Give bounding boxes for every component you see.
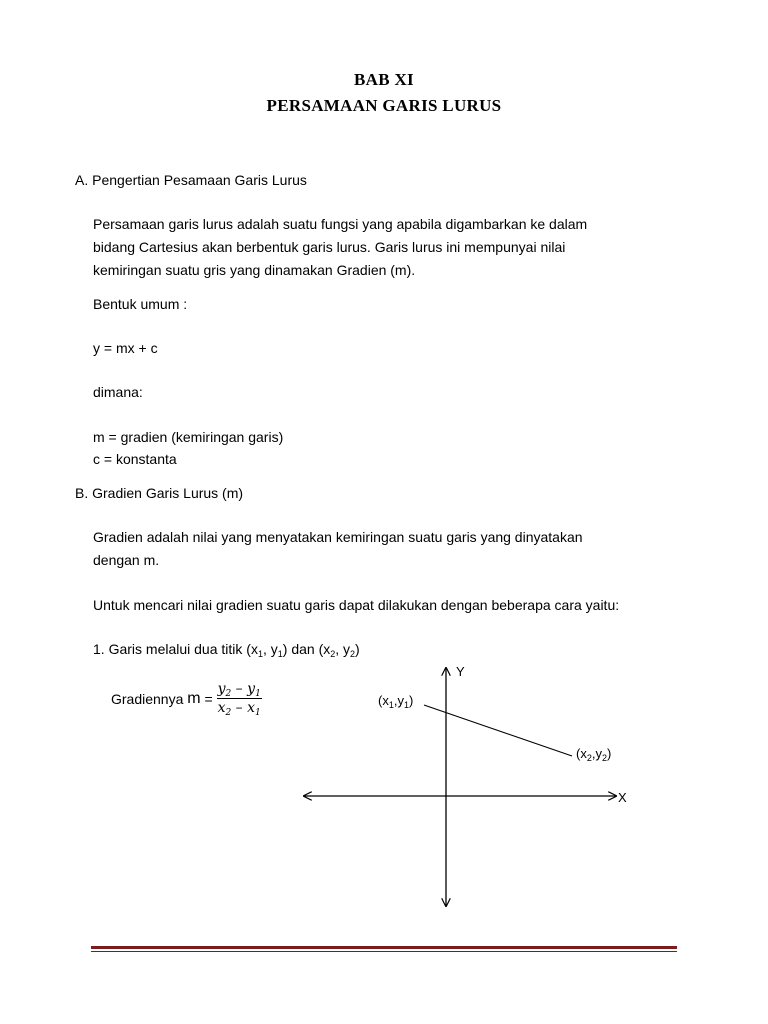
x-axis-label: X (618, 790, 627, 805)
definition-c: c = konstanta (93, 451, 177, 467)
section-b-paragraph-2: Untuk mencari nilai gradien suatu garis dapat dilakukan dengan beberapa cara yaitu: (93, 597, 620, 613)
general-formula: y = mx + c (93, 340, 158, 356)
section-a-heading: A. Pengertian Pesamaan Garis Lurus (75, 172, 307, 188)
section-b-heading: B. Gradien Garis Lurus (m) (75, 485, 244, 501)
fraction-numerator: $y_2 - y_1$ (217, 681, 261, 699)
section-a-paragraph-line-3: kemiringan suatu gris yang dinamakan Gradien (m). (93, 262, 416, 278)
method-1-item: 1. Garis melalui dua titik ($x_1$, $y_1$) dan ($x_2$, $y_2$) (93, 641, 360, 659)
fraction-denominator: $x_2 - x_1$ (217, 700, 261, 718)
page-title: PERSAMAAN GARIS LURUS (266, 96, 502, 115)
straight-line (424, 705, 572, 756)
gradient-fraction (217, 681, 262, 716)
section-a-paragraph-line-2: bidang Cartesius akan berbentuk garis lurus. Garis lurus ini mempunyai nilai (93, 239, 566, 255)
gradient-formula (111, 681, 262, 716)
dimana-label: dimana: (93, 384, 143, 400)
gradient-label: Gradiennya (111, 690, 188, 707)
footer-rule-thin (91, 951, 677, 952)
section-b-paragraph-line-2: dengan m. (93, 552, 160, 568)
point-2-label: $(x_2,y_2)$ (576, 746, 612, 763)
point-1-label: $(x_1,y_1)$ (378, 693, 414, 710)
chapter-number: BAB XI (354, 70, 414, 89)
equals-sign: = (200, 690, 217, 707)
footer-rule-thick (91, 946, 677, 949)
gradient-variable: m (187, 689, 201, 707)
definition-m: m = gradien (kemiringan garis) (93, 429, 284, 445)
section-a-paragraph-line-1: Persamaan garis lurus adalah suatu fungsi yang apabila digambarkan ke dalam (93, 216, 588, 232)
section-b-paragraph-line-1: Gradien adalah nilai yang menyatakan kemiringan suatu garis yang dinyatakan (93, 529, 583, 545)
y-axis-label: Y (456, 664, 465, 679)
bentuk-umum-label: Bentuk umum : (93, 296, 188, 312)
